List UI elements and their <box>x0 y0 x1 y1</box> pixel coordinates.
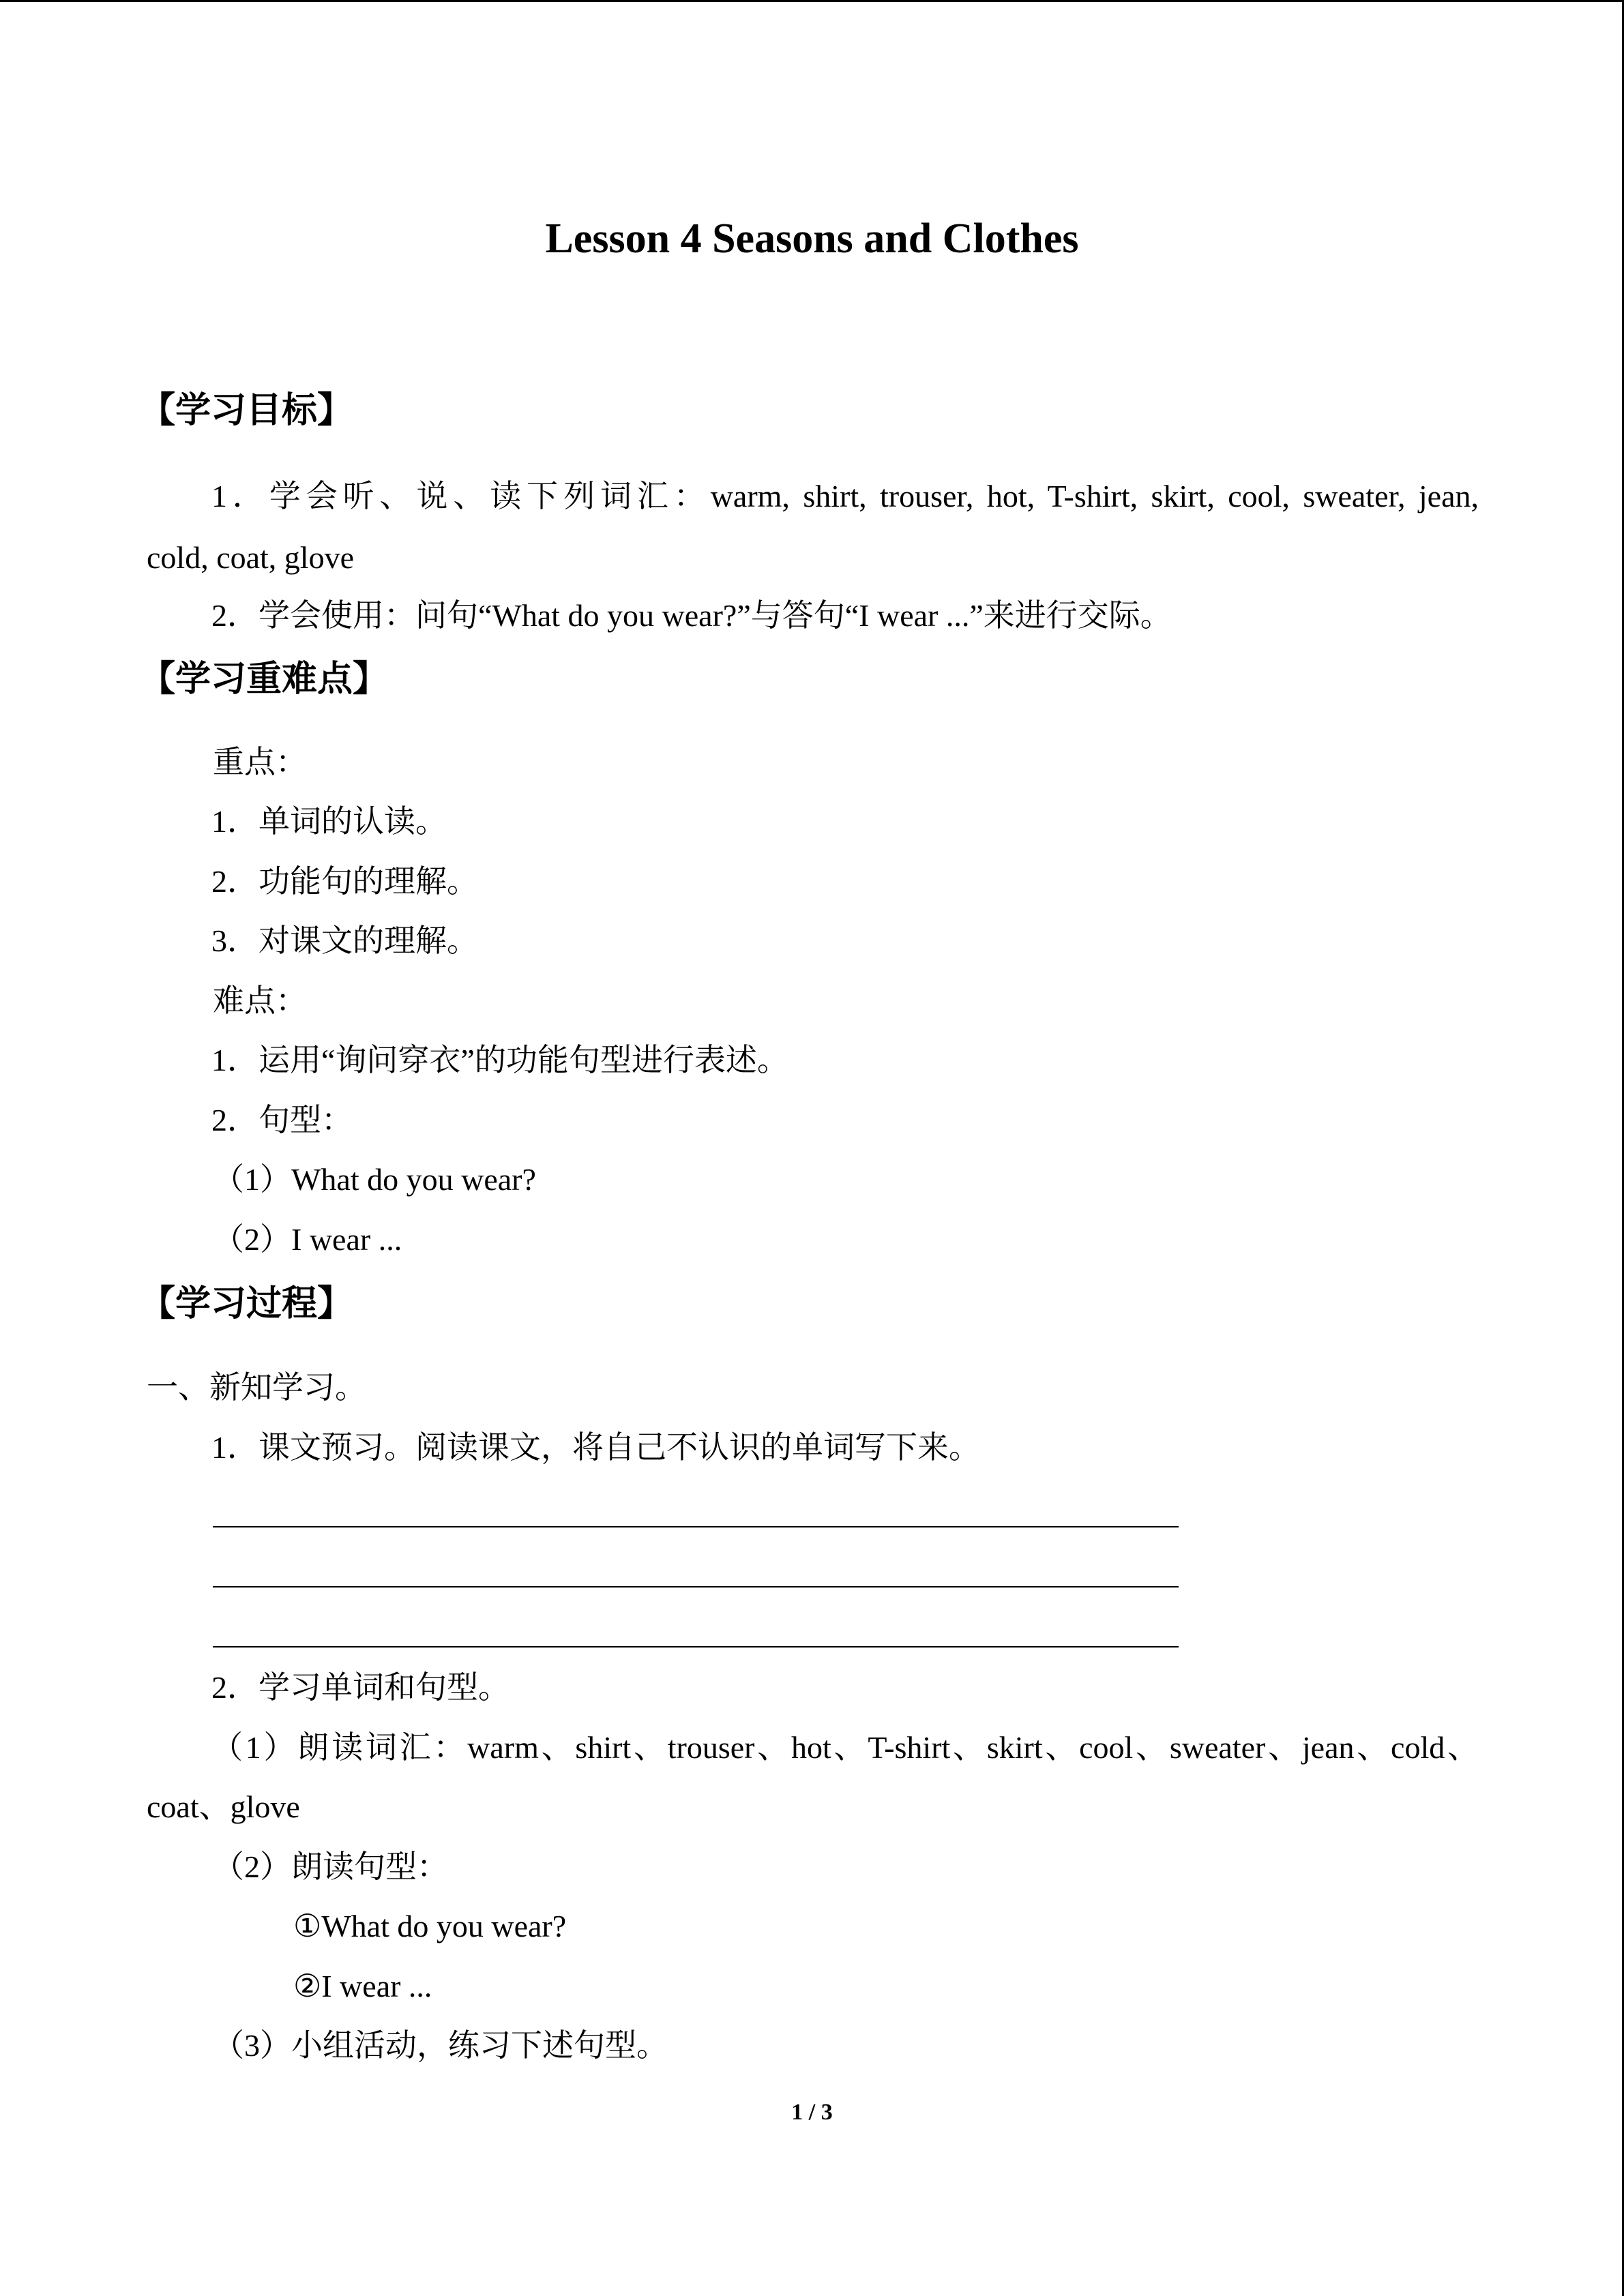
part-1-new-knowledge: 一、新知学习。 <box>147 1370 366 1405</box>
answer-line-1 <box>213 1526 1179 1527</box>
answer-line-2 <box>213 1586 1179 1587</box>
read-patterns-label: （2）朗读句型： <box>213 1849 448 1884</box>
pattern-1: （1）What do you wear? <box>213 1162 536 1197</box>
difficult-points-label: 难点： <box>213 983 307 1018</box>
key-point-1: 1．单词的认读。 <box>211 804 447 839</box>
heading-key-difficult-points: 【学习重难点】 <box>140 660 389 699</box>
document-title: Lesson 4 Seasons and Clothes <box>545 215 1079 262</box>
difficult-point-1: 1．运用“询问穿衣”的功能句型进行表述。 <box>211 1043 788 1077</box>
goal-item-1-line-1: 1．学会听、说、读下列词汇：warm, shirt, trouser, hot, T-shirt, skirt, cool, sweater, jean, <box>211 479 1479 513</box>
sentence-1: ①What do you wear? <box>293 1909 567 1943</box>
sentence-2: ②I wear ... <box>293 1969 432 2003</box>
pattern-2: （2）I wear ... <box>213 1222 402 1257</box>
goal-item-2: 2．学会使用：问句“What do you wear?”与答句“I wear ...”来进行交际。 <box>211 598 1172 633</box>
answer-line-3 <box>213 1646 1179 1648</box>
group-activity: （3）小组活动，练习下述句型。 <box>213 2028 668 2063</box>
key-point-2: 2．功能句的理解。 <box>211 864 478 899</box>
vocab-read-line-1: （1）朗读词汇：warm、shirt、trouser、hot、T-shirt、skirt、cool、sweater、jean、cold、 <box>211 1730 1479 1765</box>
page-number: 1 / 3 <box>791 2100 833 2125</box>
key-points-label: 重点： <box>213 745 307 779</box>
step-2-words-sentences: 2．学习单词和句型。 <box>211 1670 510 1705</box>
goal-item-1-line-2: cold, coat, glove <box>147 540 355 575</box>
step-1-preview: 1．课文预习。阅读课文，将自己不认识的单词写下来。 <box>211 1430 980 1465</box>
vocab-read-line-2: coat、glove <box>147 1789 300 1824</box>
heading-learning-goals: 【学习目标】 <box>140 391 353 430</box>
page-top-border <box>0 0 1624 2</box>
key-point-3: 3．对课文的理解。 <box>211 923 478 958</box>
difficult-point-2: 2．句型： <box>211 1103 353 1137</box>
heading-learning-process: 【学习过程】 <box>140 1285 353 1324</box>
